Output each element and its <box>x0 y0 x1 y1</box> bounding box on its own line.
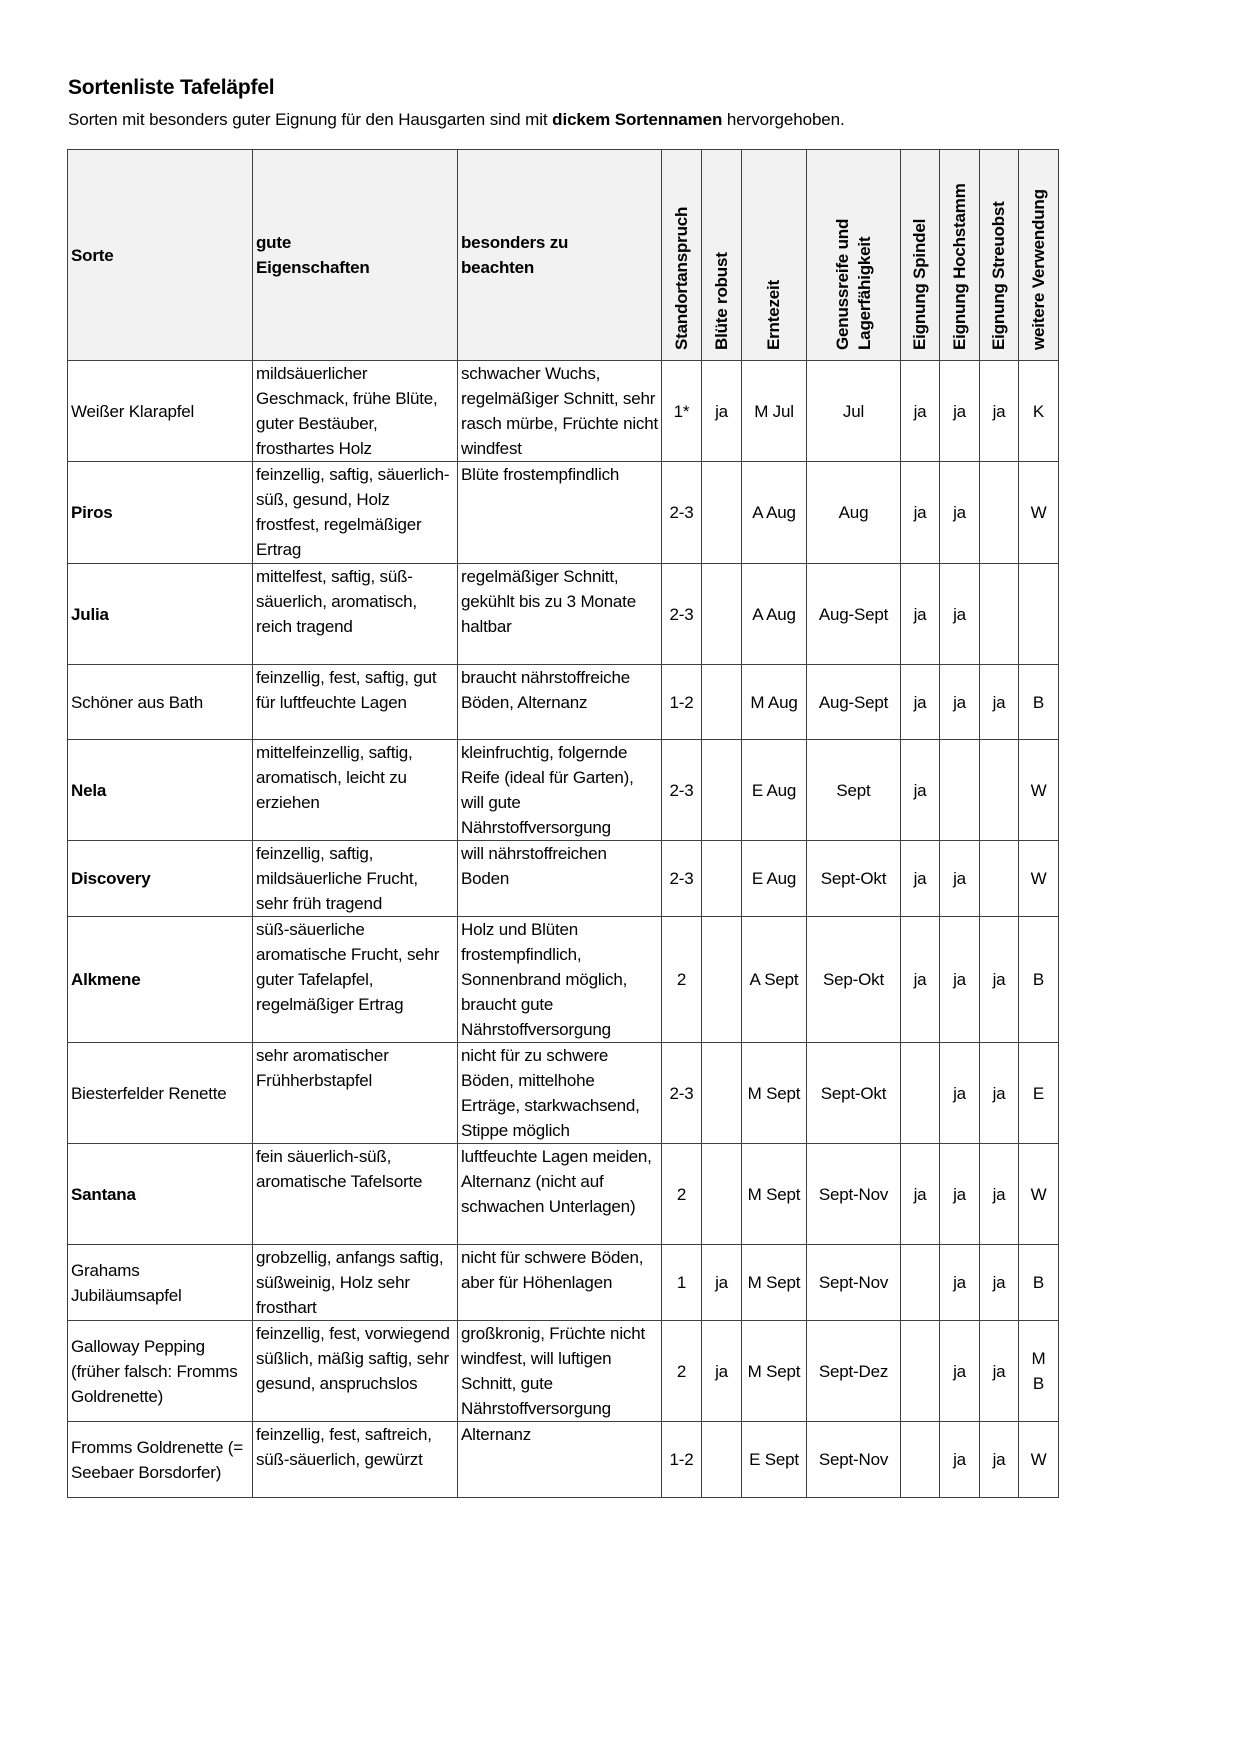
cell-streuobst <box>980 1043 1019 1144</box>
cell-ernte <box>742 361 807 462</box>
cell-hochstamm <box>940 740 980 841</box>
cell-standort <box>662 740 702 841</box>
header-bluete <box>702 150 742 361</box>
cell-hochstamm <box>940 1245 980 1321</box>
cell-verwendung <box>1019 361 1059 462</box>
cell-eigenschaften: mittelfeinzellig, saftig, aromatisch, leicht zu erziehen <box>253 740 458 841</box>
cell-genuss <box>807 564 901 665</box>
cell-bluete <box>702 1321 742 1422</box>
header-beachten-line2: beachten <box>461 258 535 277</box>
cell-beachten: Alternanz <box>458 1422 662 1498</box>
table-row <box>68 462 1059 564</box>
header-hochstamm-label: Eignung Hochstamm <box>949 183 969 350</box>
cell-streuobst <box>980 462 1019 564</box>
cell-streuobst <box>980 917 1019 1043</box>
cell-verwendung-value: E <box>1032 1083 1045 1103</box>
cell-genuss <box>807 462 901 564</box>
cell-sorte: Discovery <box>68 841 253 917</box>
cell-spindel <box>901 361 940 462</box>
cell-sorte: Schöner aus Bath <box>68 665 253 740</box>
cell-bluete-value: ja <box>715 1361 728 1381</box>
cell-verwendung-value: B <box>1032 692 1045 712</box>
header-bluete-label: Blüte robust <box>711 252 731 350</box>
cell-bluete <box>702 462 742 564</box>
cell-ernte-value: E Sept <box>749 1450 799 1469</box>
table-row <box>68 564 1059 665</box>
cell-streuobst <box>980 1144 1019 1245</box>
cell-hochstamm-value: ja <box>953 692 966 712</box>
cell-standort <box>662 841 702 917</box>
cell-eigenschaften: feinzellig, fest, saftig, gut für luftfeuchte Lagen <box>253 665 458 740</box>
cell-spindel <box>901 1321 940 1422</box>
cell-standort <box>662 665 702 740</box>
cell-spindel <box>901 841 940 917</box>
cell-genuss-value: Sept-Nov <box>818 1273 889 1292</box>
cell-spindel-value: ja <box>913 604 927 624</box>
cell-hochstamm <box>940 564 980 665</box>
cell-eigenschaften: mittelfest, saftig, süß-säuerlich, aromatisch, reich tragend <box>253 564 458 665</box>
header-spindel-label: Eignung Spindel <box>910 218 929 350</box>
cell-beachten: nicht für schwere Böden, aber für Höhenlagen <box>458 1245 662 1321</box>
table-row <box>68 917 1059 1043</box>
cell-bluete <box>702 1043 742 1144</box>
cell-beachten: großkronig, Früchte nicht windfest, will luftigen Schnitt, gute Nährstoffversorgung <box>458 1321 662 1422</box>
header-eigenschaften <box>253 150 458 361</box>
cell-genuss-value: Sept-Okt <box>820 869 887 888</box>
cell-streuobst <box>980 665 1019 740</box>
cell-verwendung <box>1019 462 1059 564</box>
cell-ernte-value: M Sept <box>747 1083 801 1103</box>
cell-ernte <box>742 564 807 665</box>
cell-standort-value: 2-3 <box>669 604 694 624</box>
table-row <box>68 1043 1059 1144</box>
cell-sorte: Weißer Klarapfel <box>68 361 253 462</box>
header-verwendung <box>1019 150 1059 361</box>
cell-genuss <box>807 1321 901 1422</box>
cell-genuss <box>807 917 901 1043</box>
cell-standort-value: 2-3 <box>669 869 694 888</box>
cell-hochstamm-value: ja <box>953 869 966 888</box>
cell-ernte <box>742 462 807 564</box>
cell-bluete <box>702 361 742 462</box>
header-streuobst-label: Eignung Streuobst <box>989 201 1008 350</box>
cell-hochstamm <box>940 1043 980 1144</box>
subtitle-text-end: hervorgehoben. <box>722 110 845 129</box>
cell-bluete <box>702 917 742 1043</box>
cell-standort-value: 1 <box>676 1273 687 1292</box>
cell-ernte-value: M Sept <box>747 1184 801 1204</box>
document-subtitle <box>68 110 845 130</box>
table-row <box>68 1321 1059 1422</box>
cell-verwendung-value: B <box>1032 970 1045 989</box>
header-beachten <box>458 150 662 361</box>
cell-standort <box>662 564 702 665</box>
cell-bluete <box>702 665 742 740</box>
cell-genuss-value: Jul <box>842 401 865 421</box>
cell-standort-value: 2-3 <box>669 780 694 800</box>
document-title: Sortenliste Tafeläpfel <box>68 76 275 99</box>
cell-genuss <box>807 361 901 462</box>
header-standort-label: Standortanspruch <box>671 206 691 350</box>
cell-ernte-value: M Aug <box>750 692 798 712</box>
cell-eigenschaften: feinzellig, saftig, säuerlich-süß, gesund, Holz frostfest, regelmäßiger Ertrag <box>253 462 458 564</box>
cell-genuss <box>807 1422 901 1498</box>
subtitle-text: Sorten mit besonders guter Eignung für den Hausgarten sind mit <box>68 110 553 129</box>
cell-ernte <box>742 665 807 740</box>
table-row <box>68 1422 1059 1498</box>
cell-standort <box>662 462 702 564</box>
cell-genuss-value: Sept-Nov <box>818 1450 889 1469</box>
cell-spindel-value: ja <box>913 970 927 989</box>
cell-verwendung <box>1019 665 1059 740</box>
cell-standort-value: 1-2 <box>669 1450 694 1469</box>
cell-verwendung <box>1019 564 1059 665</box>
cell-genuss <box>807 1043 901 1144</box>
cell-spindel-value: ja <box>913 780 927 800</box>
cell-genuss-value: Sept-Okt <box>820 1083 887 1103</box>
cell-verwendung <box>1019 1422 1059 1498</box>
header-spindel <box>901 150 940 361</box>
cell-eigenschaften: sehr aromatischer Frühherbstapfel <box>253 1043 458 1144</box>
cell-bluete <box>702 841 742 917</box>
cell-streuobst-value: ja <box>992 1083 1006 1103</box>
cell-beachten: regelmäßiger Schnitt, gekühlt bis zu 3 Monate haltbar <box>458 564 662 665</box>
cell-genuss-value: Sept-Dez <box>818 1361 889 1381</box>
cell-sorte: Fromms Goldrenette (= Seebaer Borsdorfer) <box>68 1422 253 1498</box>
header-eigenschaften-line2: Eigenschaften <box>256 258 370 277</box>
cell-genuss-value: Aug <box>838 503 869 522</box>
cell-standort-value: 1* <box>673 401 690 421</box>
cell-verwendung <box>1019 1321 1059 1422</box>
cell-bluete <box>702 1245 742 1321</box>
cell-eigenschaften: süß-säuerliche aromatische Frucht, sehr guter Tafelapfel, regelmäßiger Ertrag <box>253 917 458 1043</box>
cell-streuobst <box>980 564 1019 665</box>
cell-ernte <box>742 1245 807 1321</box>
cell-hochstamm <box>940 361 980 462</box>
cell-spindel-value: ja <box>913 692 927 712</box>
cell-ernte-value: M Sept <box>747 1361 801 1381</box>
table-row <box>68 740 1059 841</box>
cell-ernte-value: A Aug <box>752 503 796 522</box>
cell-bluete <box>702 564 742 665</box>
cell-genuss-value: Sept <box>836 780 871 800</box>
cell-spindel <box>901 917 940 1043</box>
cell-hochstamm-value: ja <box>953 401 966 421</box>
cell-verwendung-value: W <box>1030 503 1047 522</box>
cell-beachten: kleinfruchtig, folgernde Reife (ideal für Garten), will gute Nährstoffversorgung <box>458 740 662 841</box>
header-ernte <box>742 150 807 361</box>
cell-beachten: Blüte frostempfindlich <box>458 462 662 564</box>
cell-ernte <box>742 917 807 1043</box>
cell-hochstamm <box>940 1321 980 1422</box>
cell-sorte: Piros <box>68 462 253 564</box>
cell-ernte-value: A Sept <box>749 970 799 989</box>
header-verwendung-label: weitere Verwendung <box>1028 189 1048 350</box>
header-ernte-label: Erntezeit <box>764 280 783 350</box>
cell-spindel <box>901 665 940 740</box>
cell-spindel <box>901 1043 940 1144</box>
cell-standort <box>662 917 702 1043</box>
subtitle-bold-text: dickem Sortennamen <box>552 110 723 129</box>
cell-spindel-value: ja <box>913 503 927 522</box>
header-beachten-line1: besonders zu <box>461 233 569 252</box>
cell-beachten: will nährstoffreichen Boden <box>458 841 662 917</box>
header-sorte <box>68 150 253 361</box>
cell-bluete <box>702 740 742 841</box>
cell-standort-value: 2 <box>676 1361 687 1381</box>
cell-verwendung-value: M B <box>1031 1349 1046 1393</box>
cell-sorte: Alkmene <box>68 917 253 1043</box>
cell-spindel-value: ja <box>913 401 927 421</box>
header-genuss-line2: Lagerfähigkeit <box>854 236 874 350</box>
cell-ernte-value: E Aug <box>751 869 797 888</box>
cell-genuss <box>807 740 901 841</box>
cell-standort-value: 2-3 <box>669 503 694 522</box>
cell-streuobst <box>980 1245 1019 1321</box>
cell-streuobst-value: ja <box>992 1361 1006 1381</box>
cell-standort-value: 2 <box>676 970 687 989</box>
table-row <box>68 1144 1059 1245</box>
cell-streuobst <box>980 740 1019 841</box>
cell-ernte-value: M Sept <box>747 1273 801 1292</box>
header-genuss <box>807 150 901 361</box>
cell-hochstamm-value: ja <box>953 1184 966 1204</box>
header-hochstamm <box>940 150 980 361</box>
cell-streuobst-value: ja <box>992 1273 1006 1292</box>
cell-hochstamm-value: ja <box>953 1361 966 1381</box>
cell-ernte <box>742 1422 807 1498</box>
cell-hochstamm-value: ja <box>953 1450 966 1469</box>
cell-bluete-value: ja <box>715 401 728 421</box>
cell-standort <box>662 1321 702 1422</box>
cell-hochstamm <box>940 1422 980 1498</box>
cell-hochstamm-value: ja <box>953 503 966 522</box>
cell-sorte: Nela <box>68 740 253 841</box>
cell-sorte: Biesterfelder Renette <box>68 1043 253 1144</box>
cell-eigenschaften: mildsäuerlicher Geschmack, frühe Blüte, guter Bestäuber, frosthartes Holz <box>253 361 458 462</box>
cell-streuobst <box>980 1321 1019 1422</box>
cell-standort <box>662 361 702 462</box>
cell-hochstamm-value: ja <box>953 970 966 989</box>
table-row <box>68 841 1059 917</box>
cell-beachten: braucht nährstoffreiche Böden, Alternanz <box>458 665 662 740</box>
header-eigenschaften-line1: gute <box>256 233 292 252</box>
cell-verwendung-value: W <box>1030 1184 1047 1204</box>
cell-ernte-value: M Jul <box>754 401 794 421</box>
cell-eigenschaften: fein säuerlich-süß, aromatische Tafelsorte <box>253 1144 458 1245</box>
header-sorte-label: Sorte <box>71 245 114 265</box>
cell-verwendung <box>1019 740 1059 841</box>
cell-beachten: nicht für zu schwere Böden, mittelhohe Erträge, starkwachsend, Stippe möglich <box>458 1043 662 1144</box>
cell-ernte <box>742 1144 807 1245</box>
table-row <box>68 665 1059 740</box>
cell-spindel-value: ja <box>913 869 927 888</box>
cell-genuss <box>807 665 901 740</box>
cell-sorte: Grahams Jubiläumsapfel <box>68 1245 253 1321</box>
header-streuobst <box>980 150 1019 361</box>
cell-streuobst <box>980 1422 1019 1498</box>
cell-standort <box>662 1422 702 1498</box>
cell-ernte <box>742 1321 807 1422</box>
cell-hochstamm-value: ja <box>953 1273 966 1292</box>
cell-verwendung-value: K <box>1032 401 1045 421</box>
cell-spindel <box>901 1422 940 1498</box>
cell-verwendung <box>1019 1245 1059 1321</box>
cell-genuss <box>807 1144 901 1245</box>
cell-ernte-value: E Aug <box>751 780 797 800</box>
cell-verwendung <box>1019 1144 1059 1245</box>
cell-genuss-value: Sept-Nov <box>818 1184 889 1204</box>
cell-standort <box>662 1043 702 1144</box>
cell-hochstamm <box>940 1144 980 1245</box>
header-standort <box>662 150 702 361</box>
cell-beachten: schwacher Wuchs, regelmäßiger Schnitt, sehr rasch mürbe, Früchte nicht windfest <box>458 361 662 462</box>
cell-beachten: luftfeuchte Lagen meiden, Alternanz (nicht auf schwachen Unterlagen) <box>458 1144 662 1245</box>
cell-streuobst <box>980 361 1019 462</box>
cell-ernte <box>742 841 807 917</box>
cell-hochstamm <box>940 665 980 740</box>
cell-verwendung-value: W <box>1030 869 1047 888</box>
cell-bluete-value: ja <box>715 1273 728 1292</box>
cell-streuobst <box>980 841 1019 917</box>
cell-streuobst-value: ja <box>992 1450 1006 1469</box>
cell-verwendung <box>1019 917 1059 1043</box>
cell-genuss-value: Aug-Sept <box>818 692 889 712</box>
cell-genuss-value: Aug-Sept <box>818 604 889 624</box>
cell-spindel <box>901 462 940 564</box>
cell-eigenschaften: grobzellig, anfangs saftig, süßweinig, Holz sehr frosthart <box>253 1245 458 1321</box>
cell-genuss <box>807 841 901 917</box>
cell-standort <box>662 1144 702 1245</box>
cell-spindel <box>901 740 940 841</box>
cell-standort <box>662 1245 702 1321</box>
cell-eigenschaften: feinzellig, fest, vorwiegend süßlich, mäßig saftig, sehr gesund, anspruchslos <box>253 1321 458 1422</box>
cell-sorte: Galloway Pepping (früher falsch: Fromms Goldrenette) <box>68 1321 253 1422</box>
cell-eigenschaften: feinzellig, fest, saftreich, süß-säuerlich, gewürzt <box>253 1422 458 1498</box>
cell-sorte: Santana <box>68 1144 253 1245</box>
cell-standort-value: 2 <box>676 1184 687 1204</box>
cell-spindel <box>901 564 940 665</box>
cell-streuobst-value: ja <box>992 970 1006 989</box>
cell-hochstamm-value: ja <box>953 1083 966 1103</box>
cell-spindel <box>901 1245 940 1321</box>
table-row <box>68 361 1059 462</box>
cell-verwendung-value: W <box>1030 780 1047 800</box>
cell-ernte <box>742 740 807 841</box>
cell-streuobst-value: ja <box>992 401 1006 421</box>
cell-streuobst-value: ja <box>992 1184 1006 1204</box>
cell-standort-value: 1-2 <box>669 692 694 712</box>
table-body <box>68 361 1059 1498</box>
header-row <box>68 150 1059 361</box>
table-row <box>68 1245 1059 1321</box>
cell-eigenschaften: feinzellig, saftig, mildsäuerliche Frucht, sehr früh tragend <box>253 841 458 917</box>
cell-beachten: Holz und Blüten frostempfindlich, Sonnenbrand möglich, braucht gute Nährstoffversorgung <box>458 917 662 1043</box>
cell-hochstamm-value: ja <box>953 604 966 624</box>
cell-spindel <box>901 1144 940 1245</box>
cell-verwendung-value: W <box>1030 1450 1047 1469</box>
cell-verwendung-value: B <box>1032 1273 1045 1292</box>
cell-bluete <box>702 1144 742 1245</box>
variety-table <box>67 149 1059 1498</box>
cell-streuobst-value: ja <box>992 692 1006 712</box>
cell-standort-value: 2-3 <box>669 1083 694 1103</box>
cell-spindel-value: ja <box>913 1184 927 1204</box>
cell-sorte: Julia <box>68 564 253 665</box>
cell-verwendung <box>1019 841 1059 917</box>
cell-bluete <box>702 1422 742 1498</box>
header-genuss-line1: Genussreife und <box>832 218 852 350</box>
cell-hochstamm <box>940 917 980 1043</box>
cell-ernte-value: A Aug <box>752 604 796 624</box>
cell-genuss <box>807 1245 901 1321</box>
cell-hochstamm <box>940 462 980 564</box>
cell-hochstamm <box>940 841 980 917</box>
cell-verwendung <box>1019 1043 1059 1144</box>
cell-ernte <box>742 1043 807 1144</box>
cell-genuss-value: Sep-Okt <box>823 970 884 989</box>
